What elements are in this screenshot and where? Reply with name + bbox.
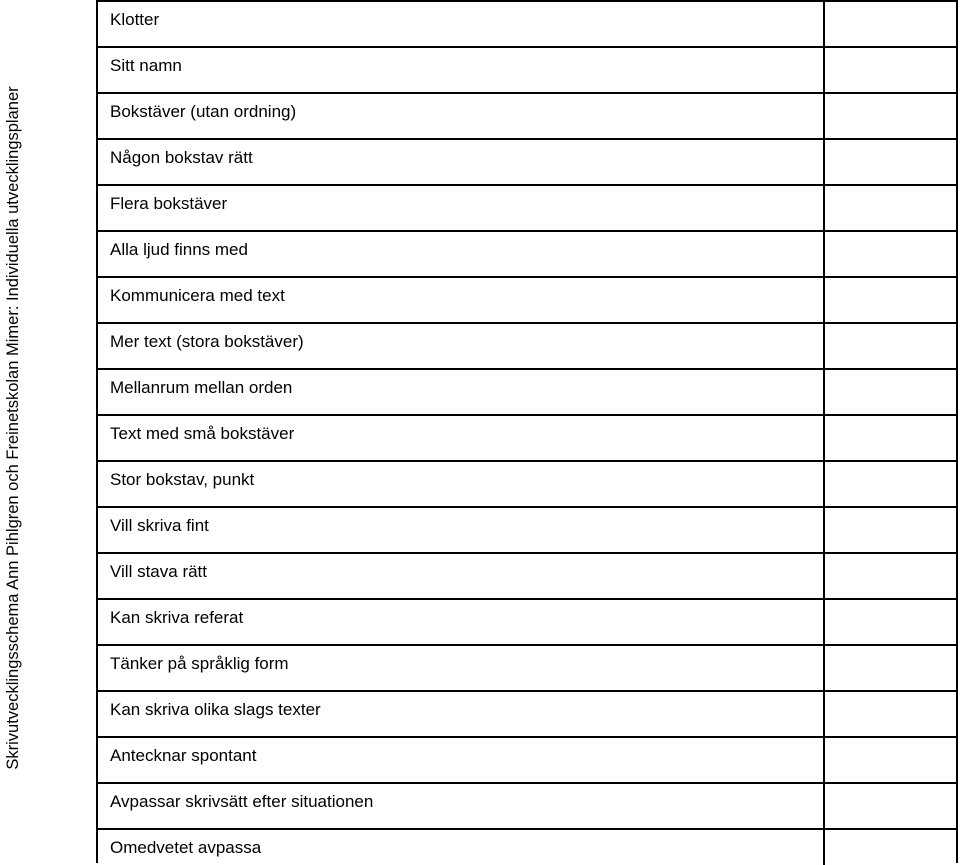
table-row (98, 138, 956, 184)
row-label: Vill stava rätt (110, 562, 208, 581)
check-cell[interactable] (825, 324, 956, 368)
row-label: Tänker på språklig form (110, 654, 289, 673)
table-row (98, 276, 956, 322)
table-row (98, 0, 956, 46)
table-row (98, 506, 956, 552)
check-cell[interactable] (825, 48, 956, 92)
check-cell[interactable] (825, 554, 956, 598)
table-row (98, 644, 956, 690)
side-caption (0, 0, 26, 863)
row-label: Avpassar skrivsätt efter situationen (110, 792, 374, 811)
table-row (98, 736, 956, 782)
table-row (98, 552, 956, 598)
check-cell[interactable] (825, 186, 956, 230)
row-label: Flera bokstäver (110, 194, 228, 213)
table-row (98, 184, 956, 230)
check-cell[interactable] (825, 692, 956, 736)
check-cell[interactable] (825, 416, 956, 460)
row-label: Sitt namn (110, 56, 182, 75)
check-cell[interactable] (825, 508, 956, 552)
check-cell[interactable] (825, 278, 956, 322)
row-label: Antecknar spontant (110, 746, 257, 765)
check-cell[interactable] (825, 462, 956, 506)
checklist-table (96, 0, 958, 863)
table-row (98, 598, 956, 644)
check-cell[interactable] (825, 646, 956, 690)
row-label: Omedvetet avpassa (110, 838, 262, 857)
table-row (98, 46, 956, 92)
check-cell[interactable] (825, 94, 956, 138)
row-label: Text med små bokstäver (110, 424, 295, 443)
table-row (98, 322, 956, 368)
table-row (98, 92, 956, 138)
check-cell[interactable] (825, 830, 956, 863)
row-label: Vill skriva fint (110, 516, 209, 535)
row-label: Någon bokstav rätt (110, 148, 253, 167)
row-label: Kommunicera med text (110, 286, 285, 305)
row-label: Stor bokstav, punkt (110, 470, 255, 489)
side-caption-text: Skrivutvecklingsschema Ann Pihlgren och Freinetskolan Mimer: Individuella utvecklingsplaner (3, 86, 22, 770)
row-label: Kan skriva olika slags texter (110, 700, 321, 719)
check-cell[interactable] (825, 738, 956, 782)
check-cell[interactable] (825, 232, 956, 276)
table-row (98, 690, 956, 736)
check-cell[interactable] (825, 600, 956, 644)
row-label: Kan skriva referat (110, 608, 244, 627)
table-row (98, 828, 956, 863)
table-row (98, 368, 956, 414)
table-row (98, 782, 956, 828)
row-label: Klotter (110, 10, 160, 29)
check-cell[interactable] (825, 370, 956, 414)
table-row (98, 230, 956, 276)
table-row (98, 460, 956, 506)
row-label: Mer text (stora bokstäver) (110, 332, 304, 351)
table-row (98, 414, 956, 460)
check-cell[interactable] (825, 2, 956, 46)
row-label: Alla ljud finns med (110, 240, 248, 259)
check-cell[interactable] (825, 140, 956, 184)
row-label: Mellanrum mellan orden (110, 378, 293, 397)
check-cell[interactable] (825, 784, 956, 828)
row-label: Bokstäver (utan ordning) (110, 102, 297, 121)
